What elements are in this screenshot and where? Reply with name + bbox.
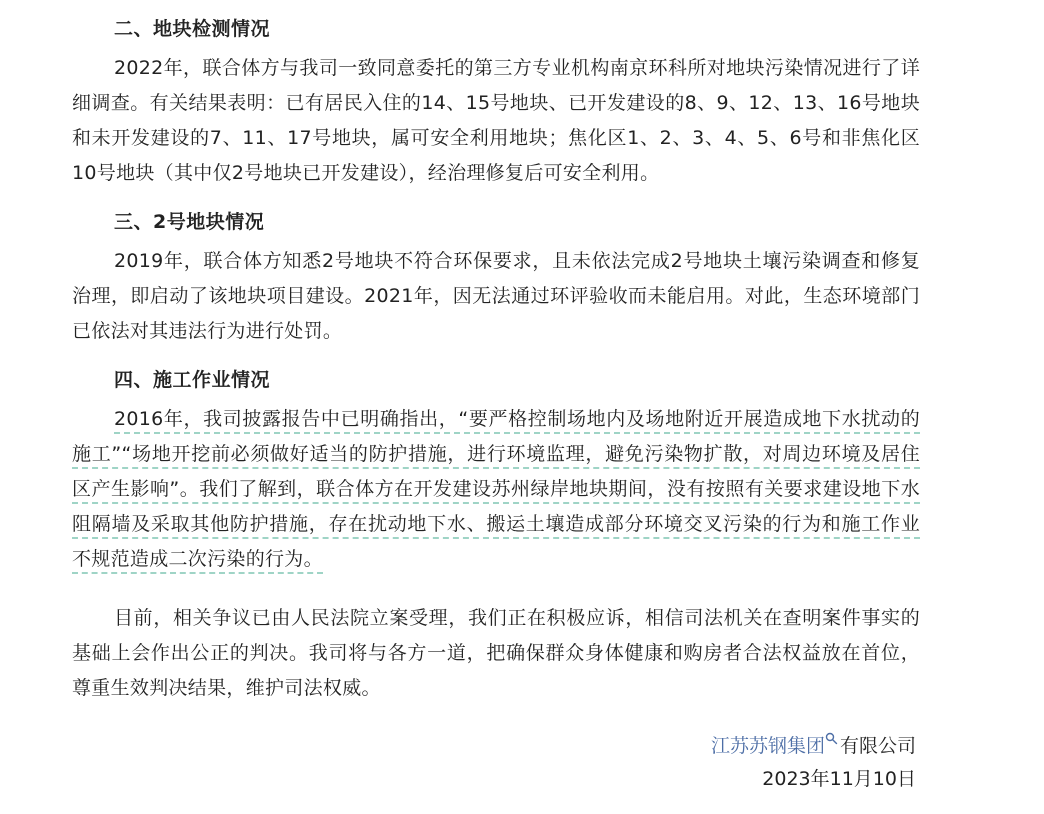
section-heading-construction: 四、施工作业情况 — [114, 369, 271, 391]
signature-block — [711, 730, 916, 796]
article-body — [72, 12, 920, 720]
paragraph-plot-2: 2019年，联合体方知悉2号地块不符合环保要求，且未依法完成2号地块土壤污染调查和修复治理，即启动了该地块项目建设。2021年，因无法通过环评验收而未能启用。对此，生态环境部门已依法对其违法行为进行处罚。 — [72, 250, 920, 342]
signature-date: 2023年11月10日 — [762, 768, 916, 790]
closing-paragraph: 目前，相关争议已由人民法院立案受理，我们正在积极应诉，相信司法机关在查明案件事实的基础上会作出公正的判决。我司将与各方一道，把确保群众身体健康和购房者合法权益放在首位，尊重生效判决结果，维护司法权威。 — [72, 607, 920, 699]
highlighted-text: 2016年，我司披露报告中已明确指出，“要严格控制场地内及场地附近开展造成地下水扰动的施工”“场地开挖前必须做好适当的防护措施，进行环境监理，避免污染物扩散，对周边环境及居住区产生影响”。我们了解到，联合体方在开发建设苏州绿岸地块期间，没有按照有关要求建设地下水阻隔墙及采取其他防护措施，存在扰动地下水、搬运土壤造成部分环境交叉污染的行为和施工作业不规范造成二次污染的行为。 — [72, 408, 920, 574]
section-heading-plot-2: 三、2号地块情况 — [114, 211, 265, 233]
search-icon[interactable] — [825, 732, 838, 745]
paragraph-construction — [72, 402, 920, 577]
signature-company — [711, 730, 916, 763]
company-suffix: 有限公司 — [839, 735, 916, 757]
company-link-text[interactable]: 江苏苏钢集团 — [710, 735, 825, 757]
company-search-link[interactable] — [711, 730, 840, 763]
paragraph-plot-testing: 2022年，联合体方与我司一致同意委托的第三方专业机构南京环科所对地块污染情况进行了详细调查。有关结果表明：已有居民入住的14、15号地块、已开发建设的8、9、12、13、16号地块和未开发建设的7、11、17号地块，属可安全利用地块；焦化区1、2、3、4、5、6号和非焦化区10号地块（其中仅2号地块已开发建设），经治理修复后可安全利用。 — [72, 57, 920, 184]
section-heading-plot-testing: 二、地块检测情况 — [114, 18, 271, 40]
